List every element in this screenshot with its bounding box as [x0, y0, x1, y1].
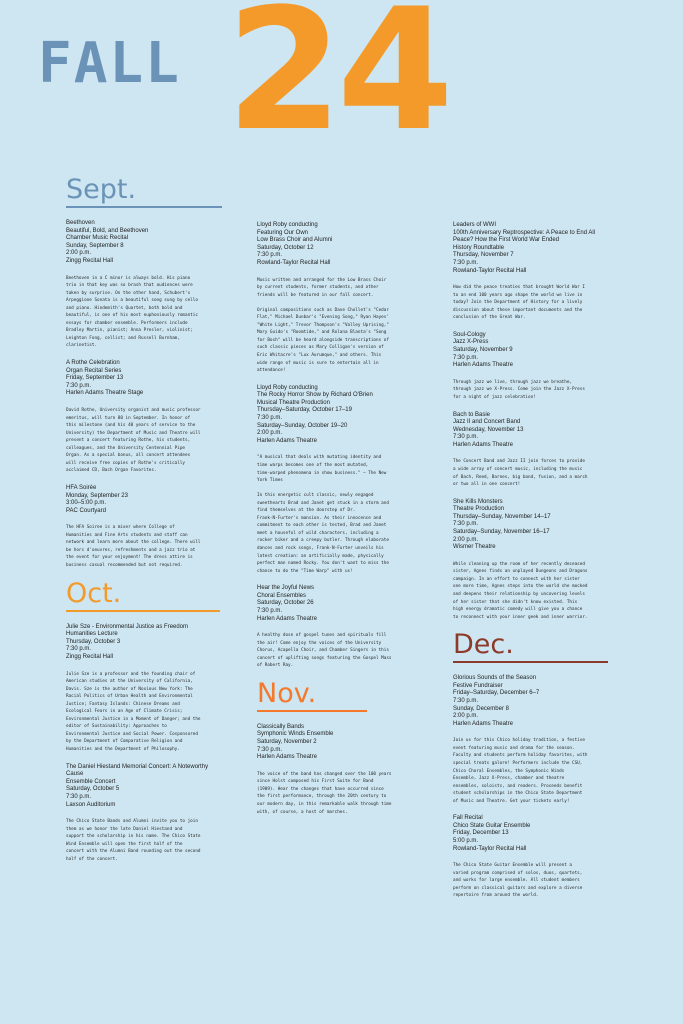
column-3: [453, 222, 618, 910]
event-info-line: 7:30 p.m.: [257, 746, 283, 753]
event-info-line: Harlen Adams Theatre: [257, 615, 317, 622]
event-info-line: Saturday, October 12: [257, 244, 314, 251]
event-info-line: Saturday–Sunday, November 16–17: [453, 529, 550, 536]
event-description: "A musical that deals with mutating identity and time warps becomes one of the most mutated, time-warped phenomena in show business." — The New York Times In this energetic cult classic, newly engaged sweethearts Brad and Janet get stuck in a storm and find themselves at the doorstep of Dr. Frank-N-Furter's mansion. As their innocence and commitment to each other is tested, Brad and Janet meet a houseful of wild characters, including a rocker biker and a creepy butler. Through elaborate dances and rock songs, Frank-N-Furter unveils his latest creation: an artificially made, physically perfect man named Rocky. You don't want to miss the chance to do the "Time Warp" with us!: [257, 455, 389, 574]
event-info-line: Featuring Our Own: [257, 229, 309, 236]
event-description: The HFA Soiree is a mixer where College of Humanities and Fine Arts students and staff can network and learn more about the college. There will be hors d'oeuvres, refreshments and a jazz trio at the event for your enjoyment! The dress attire is business casual recommended but not required.: [66, 525, 201, 569]
event-info-line: Harlen Adams Theatre: [453, 720, 513, 727]
month-heading-oct: Oct.: [66, 580, 220, 612]
event-info-line: HFA Soirée: [66, 484, 97, 491]
event-info-line: Theatre Production: [453, 506, 505, 513]
event-description: The Concert Band and Jazz II join forces to provide a wide array of concert music, including the music of Bach, Reed, Barnes, big band, fusion, and a march or two all in one concert!: [453, 459, 588, 488]
fall-heading: FALL: [38, 31, 181, 96]
event-julie-sze: [66, 624, 231, 662]
event-bach-to-basie: [453, 412, 618, 450]
event-info-line: Lloyd Roby conducting: [257, 384, 318, 391]
event-info-line: Fall Recital: [453, 815, 483, 822]
event-info-line: 2:00 p.m.: [66, 250, 92, 257]
event-info-line: Zingg Recital Hall: [66, 257, 114, 264]
event-description: The Chico State Guitar Ensemble will present a varied program comprised of solos, duos, quartets, and works for large ensemble. All student members perform on classical guitars and explore a diverse repertoire from around the world.: [453, 863, 583, 899]
event-description: How did the peace treaties that brought World War I to an end 100 years ago shape the world we live in today? Join the Department of History for a lively discussion about these important documents and the conclusion of the Great War.: [453, 285, 585, 321]
event-info-line: Zingg Recital Hall: [66, 653, 114, 660]
event-info-line: Bach to Basie: [453, 411, 491, 418]
event-low-brass: [257, 222, 422, 268]
event-description: A healthy dose of gospel tunes and spirituals fill the air! Come enjoy the voices of the University Chorus, Acapella Choir, and Chamber Singers in this concert of uplifting songs featuring the Gospel Mass of Robert Ray.: [257, 633, 392, 669]
event-info-line: Beautiful, Bold, and Beethoven: [66, 227, 149, 234]
event-info-line: 7:30 p.m.: [66, 646, 92, 653]
event-info-line: Rowland-Taylor Recital Hall: [453, 845, 527, 852]
event-info-line: Soul-Cology: [453, 331, 486, 338]
event-description: Join us for this Chico holiday tradition, a festive event featuring music and drama for the season. Faculty and students perform holiday favorites, with special treats galore! Performers include the CSU, Chico Choral Ensembles, the Symphonic Winds Ensemble, Jazz X-Press, chamber and theatre ensembles, soloists, and readers. Proceeds benefit student scholarships in the Chico State Department of Music and Theatre. Get your tickets early!: [453, 738, 588, 804]
event-info-line: Harlen Adams Theatre: [453, 362, 513, 369]
event-soul-cology: [453, 332, 618, 370]
event-info-line: Hear the Joyful News: [257, 585, 315, 592]
event-description: David Rothe, University organist and music professor emeritus, will turn 80 in September. In honor of this milestone (and his 40 years of service to the University) the Department of Music and Theatre will present a concert featuring Rothe, his students, colleagues, and the University Centennial Pipe Organ. As a special bonus, all concert attendees will receive free copies of Rothe's critically acclaimed CD, Bach Organ Favorites.: [66, 408, 201, 474]
month-heading-dec: Dec.: [453, 631, 608, 663]
event-info-line: Friday, December 13: [453, 830, 509, 837]
event-description: The Chico State Bands and Alumni invite you to join them as we honor the late Daniel Hiestand and support the scholarship in his name. The Chico State Wind Ensemble will open the first half of the concert with the Alumni Band rounding out the second half of the concert.: [66, 819, 201, 862]
event-info-line: Thursday, October 3: [66, 638, 121, 645]
event-she-kills-monsters: [453, 499, 618, 552]
event-description: Through jazz we live, through jazz we breathe, through jazz we X-Press. Come join the Jazz X-Press for a night of jazz celebration!: [453, 379, 585, 400]
event-info-line: Harlen Adams Theatre: [257, 754, 317, 761]
event-description: Beethoven in a C minor is always bold. His piano trio in that key was so brash that audiences were taken by surprise. On the other hand, Schubert's Arpeggione Sonata is a beautiful song sung by cello and piano. Hindemith's Quartet, both bold and beautiful, is one of his most euphoniously romantic essays for chamber ensemble. Performers include Bradley Martin, pianist; Anna Presler, violinist; Leighton Fong, cellist; and Russell Burnham, clarinetist.: [66, 275, 198, 349]
event-beethoven: [66, 220, 231, 266]
event-info-line: The Rocky Horror Show by Richard O'Brien: [257, 392, 373, 399]
event-info-line: Lloyd Roby conducting: [257, 222, 318, 228]
event-glorious-sounds: [453, 675, 618, 728]
event-info-line: Thursday, November 7: [453, 252, 514, 259]
event-info-line: Cause: [66, 771, 84, 778]
event-info-line: 7:30 p.m.: [453, 521, 479, 528]
event-info-line: History Roundtable: [453, 244, 505, 251]
event-info-line: Glorious Sounds of the Season: [453, 675, 537, 682]
event-info-line: Thursday–Sunday, November 14–17: [453, 513, 551, 520]
event-info-line: 2:00 p.m.: [453, 536, 479, 543]
event-info-line: 2:00 p.m.: [257, 430, 283, 437]
event-info-line: A Rothe Celebration: [66, 360, 120, 367]
event-info-line: Chico State Guitar Ensemble: [453, 822, 531, 829]
event-info-line: 7:30 p.m.: [66, 793, 92, 800]
event-info-line: 7:30 p.m.: [257, 607, 283, 614]
event-wwi: [453, 222, 618, 275]
event-description: Julie Sze is a professor and the founding chair of American studies at the University of California, Davis. Sze is the author of Noxious New York: The Racial Politics of Urban Health and Environmental Justice; Fantasy Islands: Chinese Dreams and Ecological Fears in an Age of Climate Crisis; Environmental Justice in a Moment of Danger; and the editor of Sustainability: Approaches to Environmental Justice and Social Power. Cosponsored by the Department of Comparative Religion and Humanities and the Department of Philosophy.: [66, 671, 201, 753]
event-rocky-horror: [257, 385, 422, 446]
event-info-line: Julie Sze - Environmental Justice as Freedom: [66, 623, 189, 630]
event-description: The voice of the band has changed over the 100 years since Holst composed his First Suite for Band (1909). Hear the changes that have occurred since the first performance, through the 20th century to our modern day, in this remarkable walk through time with, of course, a host of marches.: [257, 771, 392, 815]
event-guitar-recital: [453, 815, 618, 853]
event-description: Music written and arranged for the Low Brass Choir by current students, former students, and other friends will be featured in our fall concert. Original compositions such as Dave Chollet's "Cedar Flat," Michael Dunbar's "Evening Song," Ryan Hayes' "White Light," Trevor Thompson's "Valley Uprising," Mary Guido's "Roomtide," and Rolana Blanta's "Song for Bosh" will be heard alongside transcriptions of such classic pieces as Mary Colligan's version of Eric Whitacre's "Lux Aurumque," and others. This wide range of music is sure to entertain all in attendance!: [257, 277, 389, 374]
event-info-line: Monday, September 23: [66, 492, 128, 499]
event-info-line: Wednesday, November 13: [453, 426, 524, 433]
event-info-line: Saturday, October 5: [66, 786, 120, 793]
event-info-line: Jazz II and Concert Band: [453, 419, 521, 426]
event-info-line: Festive Fundraiser: [453, 682, 503, 689]
month-heading-sept: Sept.: [66, 176, 222, 208]
event-hfa-soiree: [66, 485, 231, 515]
event-description: While cleaning up the room of her recently deceased sister, Agnes finds an unplayed Dungeons and Dragons campaign. In an effort to connect with her sister one more time, Agnes steps into the world she mocked and deepens their relationship by uncovering levels of her sister that she didn't know existed. This high energy dramatic comedy will give you a chance to reconnect with your inner geek and inner warrior.: [453, 561, 588, 620]
event-info-line: Classically Bands: [257, 723, 305, 730]
event-info-line: Friday–Saturday, December 6–7: [453, 690, 540, 697]
event-info-line: 7:30 p.m.: [453, 259, 479, 266]
event-info-line: Chamber Music Recital: [66, 235, 129, 242]
event-classically-bands: [257, 724, 422, 762]
column-2: [257, 222, 422, 826]
event-info-line: Symphonic Winds Ensemble: [257, 731, 334, 738]
event-info-line: Wismer Theatre: [453, 544, 496, 551]
event-info-line: Friday, September 13: [66, 375, 124, 382]
event-info-line: Harlen Adams Theatre Stage: [66, 390, 144, 397]
event-info-line: Leaders of WWI: [453, 222, 497, 228]
event-info-line: 100th Anniversary Reptrospective: A Peace to End All: [453, 229, 596, 236]
event-info-line: 2:00 p.m.: [453, 713, 479, 720]
event-info-line: PAC Courtyard: [66, 507, 106, 514]
column-1: [66, 176, 231, 873]
event-info-line: 7:30 p.m.: [453, 697, 479, 704]
event-info-line: 3:00–5:00 p.m.: [66, 500, 107, 507]
event-info-line: 7:30 p.m.: [257, 252, 283, 259]
event-info-line: Organ Recital Series: [66, 367, 122, 374]
event-info-line: Sunday, September 8: [66, 242, 124, 249]
event-info-line: Saturday–Sunday, October 19–20: [257, 422, 348, 429]
event-info-line: Low Brass Choir and Alumni: [257, 237, 333, 244]
event-info-line: Rowland-Taylor Recital Hall: [453, 267, 527, 274]
event-info-line: 7:30 p.m.: [257, 415, 283, 422]
event-info-line: Humanities Lecture: [66, 631, 118, 638]
event-rothe: [66, 360, 231, 398]
event-joyful-news: [257, 585, 422, 623]
month-heading-nov: Nov.: [257, 680, 367, 712]
event-info-line: 7:30 p.m.: [453, 354, 479, 361]
event-info-line: Harlen Adams Theatre: [257, 437, 317, 444]
event-info-line: 7:30 p.m.: [453, 434, 479, 441]
event-info-line: Saturday, November 9: [453, 347, 513, 354]
event-info-line: Peace? How the First World War Ended: [453, 237, 560, 244]
event-info-line: The Daniel Hiestand Memorial Concert: A Noteworthy: [66, 763, 209, 770]
event-info-line: Beethoven: [66, 220, 95, 226]
event-info-line: Ensemble Concert: [66, 778, 116, 785]
event-info-line: Choral Ensembles: [257, 592, 307, 599]
event-info-line: 7:30 p.m.: [66, 382, 92, 389]
event-info-line: Harlen Adams Theatre: [453, 441, 513, 448]
event-info-line: Musical Theatre Production: [257, 399, 330, 406]
event-info-line: Sunday, December 8: [453, 705, 509, 712]
event-info-line: Saturday, October 26: [257, 600, 314, 607]
event-info-line: Laxson Auditorium: [66, 801, 116, 808]
event-info-line: Saturday, November 2: [257, 739, 317, 746]
event-info-line: 5:00 p.m.: [453, 838, 479, 845]
event-info-line: Jazz X-Press: [453, 339, 489, 346]
year-heading: 24: [226, 0, 448, 168]
event-info-line: Rowland-Taylor Recital Hall: [257, 259, 331, 266]
event-info-line: Thursday–Saturday, October 17–19: [257, 407, 352, 414]
event-hiestand: [66, 764, 231, 810]
event-info-line: She Kills Monsters: [453, 498, 503, 505]
